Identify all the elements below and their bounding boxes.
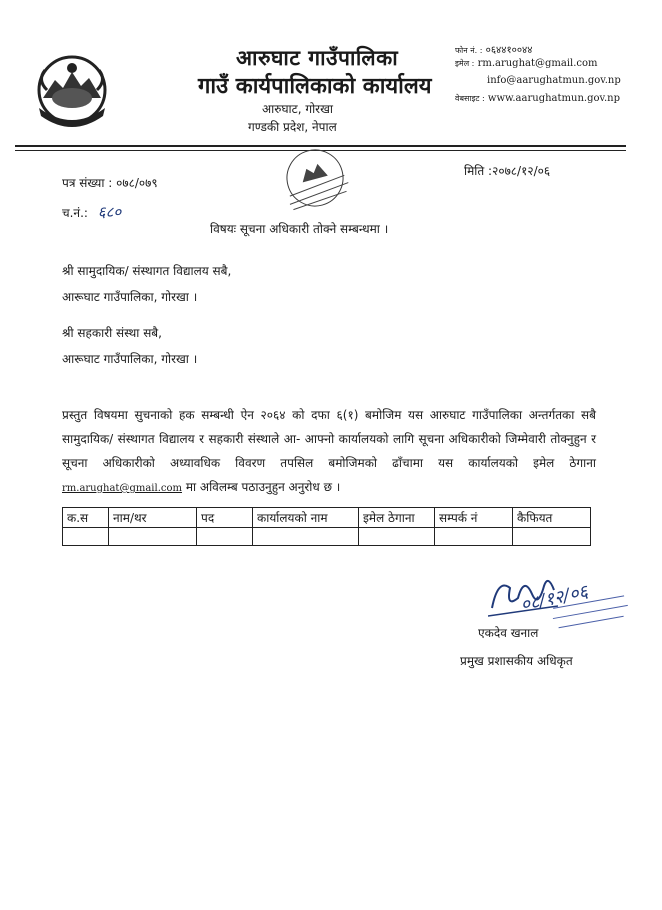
office-name: गाउँ कार्यपालिकाको कार्यालय: [198, 74, 432, 99]
table-cell[interactable]: [513, 528, 591, 546]
email-value-1[interactable]: rm.arughat@gmail.com: [477, 58, 598, 69]
phone-line: [455, 42, 532, 56]
email-value-2[interactable]: info@aarughatmun.gov.np: [487, 75, 621, 86]
website-line: [455, 93, 620, 104]
body-text-1: प्रस्तुत विषयमा सुचनाको हक सम्बन्धी ऐन २०६४ को दफा ६(१) बमोजिम यस आरुघाट गाउँपालिका अन्तर्गतका सबै सामुदायिक/ संस्थागत विद्यालय र सहकारी संस्थाले आ- आफ्नो कार्यालयको लागि सूचना अधिकारीको जिम्मेवारी तोक्नुहुन र सूचना अधिकारीको अध्यावधिक विवरण तपसिल बमोजिमको ढाँचामा यस कार्यालयको इमेल ठेगाना: [62, 408, 596, 470]
signature-date: ०८/१२/०६: [518, 581, 590, 616]
table-header-row: [63, 508, 591, 528]
recipient-1-line-2: आरूघाट गाउँपालिका, गोरखा ।: [62, 290, 198, 304]
letter-date: मिति :२०७८/१२/०६: [464, 164, 551, 178]
table-cell[interactable]: [197, 528, 253, 546]
table-row: [63, 528, 591, 546]
signatory-designation: प्रमुख प्रशासकीय अधिकृत: [460, 654, 573, 668]
chalani-number: ६८०: [97, 203, 122, 221]
table-cell[interactable]: [359, 528, 435, 546]
table-header-cell: कैफियत: [513, 508, 591, 528]
body-email[interactable]: rm.arughat@gmail.com: [62, 483, 182, 494]
email-line: [455, 58, 598, 69]
table-header-cell: पद: [197, 508, 253, 528]
website-value[interactable]: www.aarughatmun.gov.np: [487, 93, 620, 104]
table-header-cell: क.स: [63, 508, 109, 528]
info-officer-table: [62, 507, 591, 546]
signature-stamp: [548, 590, 632, 630]
org-name: आरुघाट गाउँपालिका: [236, 46, 399, 70]
body-text-2: मा अविलम्ब पठाउनुहुन अनुरोध छ ।: [185, 480, 341, 494]
table-header-cell: इमेल ठेगाना: [359, 508, 435, 528]
letter-body: [62, 403, 596, 501]
table-header-cell: नाम/थर: [109, 508, 197, 528]
email-label: इमेल :: [455, 59, 475, 68]
signatory-name: एकदेव खनाल: [478, 626, 539, 640]
address-line-1: आरुघाट, गोरखा: [262, 102, 334, 116]
recipient-2-line-1: श्री सहकारी संस्था सबै,: [62, 326, 162, 340]
chalani-label: च.नं.:: [62, 206, 88, 220]
address-line-2: गण्डकी प्रदेश, नेपाल: [248, 120, 337, 134]
table-cell[interactable]: [253, 528, 359, 546]
table-cell[interactable]: [435, 528, 513, 546]
letter-subject: विषयः सूचना अधिकारी तोक्ने सम्बन्धमा ।: [210, 222, 389, 236]
website-label: वेबसाइट :: [455, 94, 485, 103]
table-header-cell: सम्पर्क नं: [435, 508, 513, 528]
phone-label: फोन नं. :: [455, 46, 483, 55]
table-cell[interactable]: [63, 528, 109, 546]
letter-reference-number: पत्र संख्या : ०७८/०७९: [62, 176, 158, 190]
phone-value: ०६४४१००४४: [485, 45, 533, 56]
table-header-cell: कार्यालयको नाम: [253, 508, 359, 528]
chalani-line: [62, 202, 121, 222]
recipient-2-line-2: आरूघाट गाउँपालिका, गोरखा ।: [62, 352, 198, 366]
office-stamp: [266, 143, 364, 213]
table-cell[interactable]: [109, 528, 197, 546]
recipient-1-line-1: श्री सामुदायिक/ संस्थागत विद्यालय सबै,: [62, 264, 232, 278]
nepal-emblem-logo: [33, 50, 111, 132]
